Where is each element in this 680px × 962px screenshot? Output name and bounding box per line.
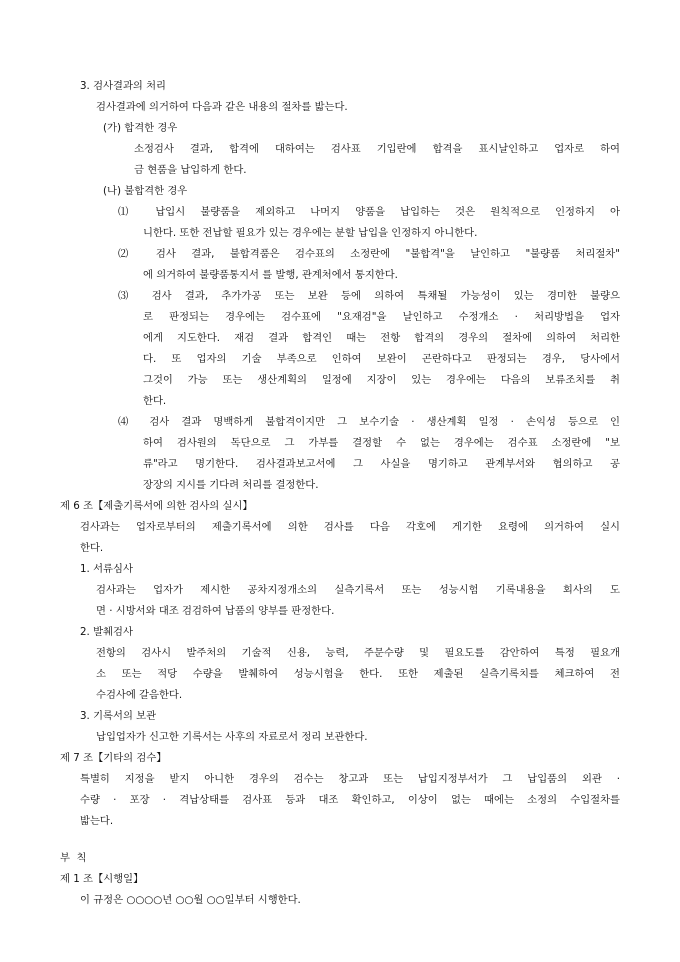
paragraph-line: 밟는다. [80, 815, 114, 827]
list-item-line: 에게 지도한다. 재검 결과 합격인 때는 전항 합격의 경우의 절차에 의하여 처리한 [143, 332, 620, 344]
paragraph-line: 면 · 시방서와 대조 검검하여 납품의 양부를 판정한다. [96, 605, 335, 617]
paragraph-line: 전항의 검사시 발주처의 기술적 신용, 능력, 주문수량 및 필요도를 감안하여 특정 필요개 [96, 647, 620, 659]
paragraph-line: 검사결과에 의거하여 다음과 같은 내용의 절차를 밟는다. [96, 101, 348, 113]
paragraph-line: 납입업자가 신고한 기록서는 사후의 자료로서 정리 보관한다. [96, 731, 368, 743]
list-item-line: 로 판정되는 경우에는 검수표에 "요재검"을 날인하고 수정개소 · 처리방법을 업자 [143, 311, 620, 323]
list-item-line: 한다. [143, 395, 167, 407]
list-item-line: 류"라고 명기한다. 검사결과보고서에 그 사실을 명기하고 관계부서와 협의하고 공 [143, 458, 620, 470]
list-item-line: ⑶ 검사 결과, 추가가공 또는 보완 등에 의하여 특채될 가능성이 있는 경미한 불량으 [118, 290, 620, 302]
paragraph-line: 특별히 지정을 받지 아니한 경우의 검수는 창고과 또는 납입지정부서가 그 납입품의 외관 · [80, 773, 620, 785]
paragraph-line: 한다. [80, 542, 104, 554]
list-item-line: 하여 검사원의 독단으로 그 가부를 결정할 수 없는 경우에는 검수표 소정란에 "보 [143, 437, 620, 449]
paragraph-line: 검사과는 업자가 제시한 공차지정개소의 실측기록서 또는 성능시험 기록내용을 회사의 도 [96, 584, 620, 596]
list-item-line: 에 의거하여 불량품통지서 를 발행, 관계처에서 통지한다. [143, 269, 398, 281]
list-item-line: ⑵ 검사 결과, 불합격품은 검수표의 소정란에 "불합격"을 날인하고 "불량품 처리절차" [118, 248, 620, 260]
article-heading: 제 1 조【시행일】 [60, 873, 144, 885]
paragraph-line: 이 규정은 ○○○○년 ○○월 ○○일부터 시행한다. [80, 894, 301, 906]
article-heading: 제 6 조【제출기록서에 의한 검사의 실시】 [60, 500, 253, 512]
section-heading: 1. 서류심사 [80, 563, 133, 575]
list-item-line: 다. 또 업자의 기술 부족으로 인하여 보완이 곤란하다고 판정되는 경우, 당사에서 [143, 353, 620, 365]
paragraph-line: 수검사에 갈음한다. [96, 689, 183, 701]
list-item-line: ⑷ 검사 결과 명백하게 불합격이지만 그 보수기술 · 생산계획 일정 · 손익성 등으로 인 [118, 416, 620, 428]
supplementary-provisions-heading: 부 칙 [60, 852, 87, 864]
paragraph-line: 소정검사 결과, 합격에 대하여는 검사표 기입란에 합격을 표시날인하고 업자로 하여 [134, 143, 620, 155]
paragraph-line: 수량 · 포장 · 격납상태를 검사표 등과 대조 확인하고, 이상이 없는 때에는 소정의 수입절차를 [80, 794, 620, 806]
list-item-line: 장장의 지시를 기다려 처리를 결정한다. [143, 479, 319, 491]
list-item-line: 니한다. 또한 전납할 필요가 있는 경우에는 분할 납입을 인정하지 아니한다. [143, 227, 478, 239]
paragraph-line: 금 현품을 납입하게 한다. [134, 164, 247, 176]
paragraph-line: 소 또는 적당 수량을 발췌하여 성능시험을 한다. 또한 제출된 실측기록치를 체크하여 전 [96, 668, 620, 680]
section-heading: 2. 발췌검사 [80, 626, 133, 638]
subsection-heading: (가) 합격한 경우 [103, 122, 178, 134]
subsection-heading: (나) 불합격한 경우 [103, 185, 188, 197]
section-heading: 3. 기록서의 보관 [80, 710, 157, 722]
section-heading: 3. 검사결과의 처리 [80, 80, 166, 92]
paragraph-line: 검사과는 업자로부터의 제출기록서에 의한 검사를 다음 각호에 게기한 요령에 의거하여 실시 [80, 521, 620, 533]
article-heading: 제 7 조【기타의 검수】 [60, 752, 167, 764]
list-item-line: 그것이 가능 또는 생산계획의 일정에 지장이 있는 경우에는 다음의 보류조치를 취 [143, 374, 620, 386]
list-item-line: ⑴ 납입시 불량품을 제외하고 나머지 양품을 납입하는 것은 원칙적으로 인정하지 아 [118, 206, 620, 218]
